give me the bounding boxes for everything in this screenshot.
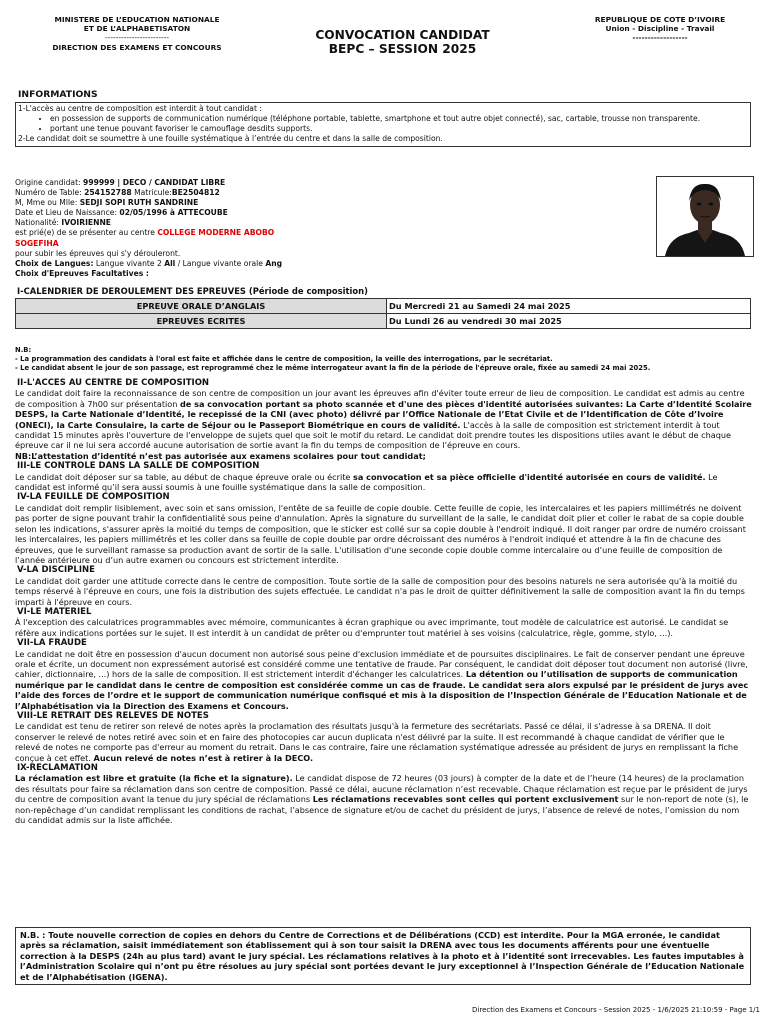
nationality-value: IVOIRIENNE xyxy=(61,218,111,228)
section-2-title: II-L'ACCES AU CENTRE DE COMPOSITION xyxy=(17,378,210,388)
calendar-date-ecrites: Du Lundi 26 au vendredi 30 mai 2025 xyxy=(387,314,751,329)
info-bullet-1: • en possession de supports de communication numérique (téléphone portable, tablette, smartphone et tout autre objet connecté), sac, cartable, trousse non transparente. xyxy=(50,114,748,124)
ministry-line1: MINISTERE DE L’EDUCATION NATIONALE xyxy=(54,15,220,24)
calendar-label-oral: EPREUVE ORALE D’ANGLAIS xyxy=(16,299,387,314)
nationality-label: Nationalité: xyxy=(15,218,62,228)
langues-label: Choix de Langues: xyxy=(15,258,94,268)
section-9-d: sur le non-report de note (s), le non-repêchage d’un candidat remplissant les conditions de rachat, l’absence de signature et/ou de cachet du président de jurys, l’absence de relevé de notes, l’omission du nom du candidat admis sur la liste affichée. xyxy=(15,794,749,826)
section-8-b: Aucun relevé de notes n’est à retirer à la DECO. xyxy=(93,752,314,763)
section-3-text xyxy=(15,472,752,493)
section-6-title: VI-LE MATERIEL xyxy=(17,606,92,617)
matricule-label: Matricule: xyxy=(131,188,172,198)
republic-header xyxy=(570,15,750,43)
section-2-text xyxy=(15,388,752,450)
section-8-text xyxy=(15,721,752,763)
langues-text-1: Langue vivante 2 xyxy=(93,258,165,268)
origine-value: 999999 | DECO / CANDIDAT LIBRE xyxy=(83,178,226,187)
section-7-text xyxy=(15,649,752,711)
section-9-title: IX-RECLAMATION xyxy=(17,763,98,774)
section-8-a: Le candidat est tenu de retirer son relevé de notes après la proclamation des résultats jusqu'à la fermeture des secrétariats. Passé ce délai, il s'adresse à sa DRENA. Il doit conserver le relevé de notes retiré avec soin et en faire des photocopies car aucun duplicata n'est délivré par la suite. Il est recommandé à chaque candidat de vérifier que le relevé de notes ne comporte pas d'erreur au moment du retrait. Dans le cas contraire, faire une réclamation systématique adressée au président de jurys en remplissant la fiche conçue à cet effet. xyxy=(15,721,739,763)
candidate-photo xyxy=(656,176,754,257)
section-2-a: Le candidat doit faire la reconnaissance de son centre de composition un jour avant les épreuves afin d'éviter toute erreur de lieu de composition. Le candidat est admis au centre de composition à 7h00 sur présentation xyxy=(15,388,745,409)
section-5-text: Le candidat doit garder une attitude correcte dans le centre de composition. Toute sortie de la salle de composition pour des besoins naturels ne sera autorisée qu'à la moitié du temps réservé à l'épreuve en cours, une fois la distribution des sujets effectuée. Le candidat n'a pas le droit de quitter définitivement la salle de composition avant la fin du temps imparti à l'épreuve en cours. xyxy=(15,575,745,607)
page-footer: Direction des Examens et Concours - Session 2025 - 1/6/2025 21:10:59 - Page 1/1 xyxy=(472,1006,760,1014)
section-2-b: de sa convocation portant sa photo scannée et d'une des pièces d'identité autorisées suivantes: La Carte d’Identité Scolaire DESPS, la Carte Nationale d’Identité, le recepissé de la CNI (avec photo) délivré par l’Office Nationale de l’Etat Civile et de l’Identification de Côte d’Ivoire (ONECI), la Carte Consulaire, la carte de Séjour ou le Passeport Biométrique en cours de validité. xyxy=(15,398,752,430)
table-row xyxy=(16,299,751,314)
ministry-header xyxy=(12,15,262,52)
langues-text-2: / Langue vivante orale xyxy=(175,258,266,268)
name-label: M, Mme ou Mlle: xyxy=(15,198,80,208)
section-9-c: Les réclamations recevables sont celles qui portent exclusivement xyxy=(312,794,619,805)
section-6-text: À l'exception des calculatrices programmables avec mémoire, communicantes à écran graphique ou avec imprimante, tout modèle de calculatrice est autorisé. Le candidat se réfère aux indications portées sur le sujet. Il est interdit à un candidat de prêter ou d'emprunter tout matériel à ses voisins (calculatrice, règle, gomme, stylo, ...). xyxy=(15,617,729,638)
nb-oral-title: N.B: xyxy=(15,346,32,354)
nb-oral xyxy=(15,346,755,373)
nb-correction-box: N.B. : Toute nouvelle correction de copies en dehors du Centre de Corrections et de Délibérations (CCD) est interdite. Pour la MGA erronée, le candidat après sa réclamation, saisit immédiatement son établissement qui à son tour saisit la DRENA avec tous les documents afférents pour une éventuelle correction à la DESPS (24h au plus tard) avant le jury spécial. Les réclamations relatives à la photo et à l’identité sont irrecevables. Les fautes imputables à l’Administration Scolaire qui n’ont pu être résolues au jury spécial sont portées devant le jury exceptionnel à l’Inspection Générale de l’Education Nationale et de l’Alphabétisation (IGENA). xyxy=(15,927,751,985)
section-7-title: VII-LA FRAUDE xyxy=(17,638,87,649)
republic-dash: ------------------ xyxy=(632,33,688,43)
section-4-title: IV-LA FEUILLE DE COMPOSITION xyxy=(17,492,170,503)
section-3-b: sa convocation et sa pièce officielle d'identité autorisée en cours de validité. xyxy=(353,471,706,482)
origine-label: Origine candidat: xyxy=(15,178,84,187)
centre-value-1: COLLEGE MODERNE ABOBO xyxy=(157,228,275,238)
section-3-a: Le candidat doit déposer sur sa table, au début de chaque épreuve orale ou écrite xyxy=(15,471,354,482)
section-2-c: L'accès à la salle de composition est strictement interdit à tout candidat 15 minutes après l'ouverture de l'enveloppe de sujets quel que soit le motif du retard. Le candidat doit prendre toutes les dispositions utiles avant le début de chaque épreuve car il ne lui sera accordé aucune autorisation de sortie avant la fin du temps de composition de l’épreuve en cours. xyxy=(15,419,732,451)
republic-line2: Union - Discipline - Travail xyxy=(605,24,715,34)
section-3-title: III-LE CONTROLE DANS LA SALLE DE COMPOSITION xyxy=(17,461,260,472)
nb-oral-line2: - Le candidat absent le jour de son passage, est reprogrammé chez le même interrogateur avant la fin de la période de l'épreuve orale, fixée au samedi 24 mai 2025. xyxy=(15,364,651,372)
informations-title: INFORMATIONS xyxy=(18,89,98,100)
name-value: SEDJI SOPI RUTH SANDRINE xyxy=(79,198,199,208)
table-row xyxy=(16,314,751,329)
section-4-text: Le candidat doit remplir lisiblement, avec soin et sans omission, l'entête de sa feuille de copie double. Cette feuille de copie, les intercalaires et les papiers millimétrés ne doivent pas porter de signe pouvant trahir la confidentialité sous peine d'annulation. Après la signature du surveillant de la salle, le candidat doit plier et coller le rabat de sa copie double selon les indications, s'assurer après la moitié du temps de composition, que le sticker est collé sur sa copie double à l'endroit indiqué. Il doit ranger par ordre de numéro croissant les intercalaires, les papiers millimétrés et les coller dans sa feuille de copie double par ordre décroissant des numéros à l'endroit indiqué et attendre à la fin de chacune des épreuves, que le surveillant ramasse sa production avant de sortir de la salle. L'utilisation d'une seconde copie double comme intercalaire ou d’une feuille de composition de l’année antérieure ou d’un autre examen ou concours est strictement interdite. xyxy=(15,502,746,565)
informations-box xyxy=(15,102,751,147)
section-2-nb: NB:L’attestation d’identité n’est pas autorisée aux examens scolaires pour tout candidat; xyxy=(15,450,426,461)
birth-value: 02/05/1996 à ATTECOUBE xyxy=(119,208,228,218)
section-9-a: La réclamation est libre et gratuite (la fiche et la signature). xyxy=(15,773,293,784)
info-line2: 2-Le candidat doit se soumettre à une fouille systématique à l’entrée du centre et dans la salle de composition. xyxy=(18,134,443,143)
section-8-title: VIII-LE RETRAIT DES RELEVES DE NOTES xyxy=(17,711,209,721)
section-9-text xyxy=(15,773,752,825)
candidate-photo-image xyxy=(657,177,753,256)
section-5-title: V-LA DISCIPLINE xyxy=(17,565,95,576)
centre-value-2: SOGEFIHA xyxy=(15,238,59,248)
candidate-info xyxy=(15,178,615,279)
section-7-b: La détention ou l’utilisation de supports de communication numérique par le candidat dans le centre de composition est considérée comme un cas de fraude. Le candidat sera alors expulsé par le président de jurys avec l’aide des forces de l’ordre et le support de communication numérique confisqué et mis à la disposition de l’Inspection Générale de l’Education Nationale et de l’Alphabétisation via la Direction des Examens et Concours. xyxy=(15,669,749,711)
title-line2: BEPC – SESSION 2025 xyxy=(328,42,477,56)
republic-line1: REPUBLIQUE DE COTE D’IVOIRE xyxy=(594,15,726,24)
title-line1: CONVOCATION CANDIDAT xyxy=(315,28,490,42)
birth-label: Date et Lieu de Naissance: xyxy=(15,208,120,218)
ministry-line2: ET DE L’ALPHABETISATON xyxy=(83,24,191,34)
rules-body xyxy=(15,378,752,825)
table-label: Numéro de Table: xyxy=(15,188,85,198)
facultatives-label: Choix d'Epreuves Facultatives : xyxy=(15,268,149,278)
ministry-dash: ------------------------ xyxy=(104,33,169,43)
info-line1: 1-L'accès au centre de composition est interdit à tout candidat : xyxy=(18,104,262,113)
calendar-title: I-CALENDRIER DE DEROULEMENT DES EPREUVES (Période de composition) xyxy=(17,286,368,296)
section-7-a: Le candidat ne doit être en possession d'aucun document non autorisé sous peine d'exclusion immédiate et de poursuites disciplinaires. Le fait de conserver pendant une épreuve orale et écrite, un document non expressément autorisé est considéré comme une tentative de fraude. Par conséquent, le candidat doit déposer tout document non autorisé (livre, cahier, dictionnaire, ...) hors de la salle de composition. Il est strictement interdit d'échanger les calculatrices. xyxy=(15,648,748,680)
langues-value-2: Ang xyxy=(265,258,283,268)
info-bullets xyxy=(18,114,748,134)
epreuves-text: pour subir les épreuves qui s'y dérouleront. xyxy=(15,248,181,258)
table-value: 254152788 xyxy=(84,188,132,198)
document-title xyxy=(290,28,515,56)
matricule-value: BE2504812 xyxy=(171,188,220,198)
langues-value-1: All xyxy=(164,258,176,268)
info-bullet-2: • portant une tenue pouvant favoriser le camouflage desdits supports. xyxy=(50,124,748,134)
section-9-b: Le candidat dispose de 72 heures (03 jours) à compter de la date et de l’heure (14 heures) de la proclamation des résultats pour faire sa réclamation dans son centre de composition. Passé ce délai, aucune réclamation n’est recevable. Chaque réclamation est reçue par le président de jurys du centre de composition avant la tenue du jury spécial de réclamations xyxy=(15,773,748,805)
nb-oral-line1: - La programmation des candidats à l'oral est faite et affichée dans le centre de composition, la veille des interrogations, par le secrétariat. xyxy=(15,355,553,363)
centre-label: est prié(e) de se présenter au centre xyxy=(15,228,158,238)
section-3-c: Le candidat est informé qu’il sera aussi soumis à une fouille systématique dans la salle de composition. xyxy=(15,471,718,493)
calendar-table xyxy=(15,298,751,329)
calendar-label-ecrites: EPREUVES ECRITES xyxy=(16,314,387,329)
calendar-date-oral: Du Mercredi 21 au Samedi 24 mai 2025 xyxy=(387,299,751,314)
ministry-line3: DIRECTION DES EXAMENS ET CONCOURS xyxy=(52,42,222,52)
